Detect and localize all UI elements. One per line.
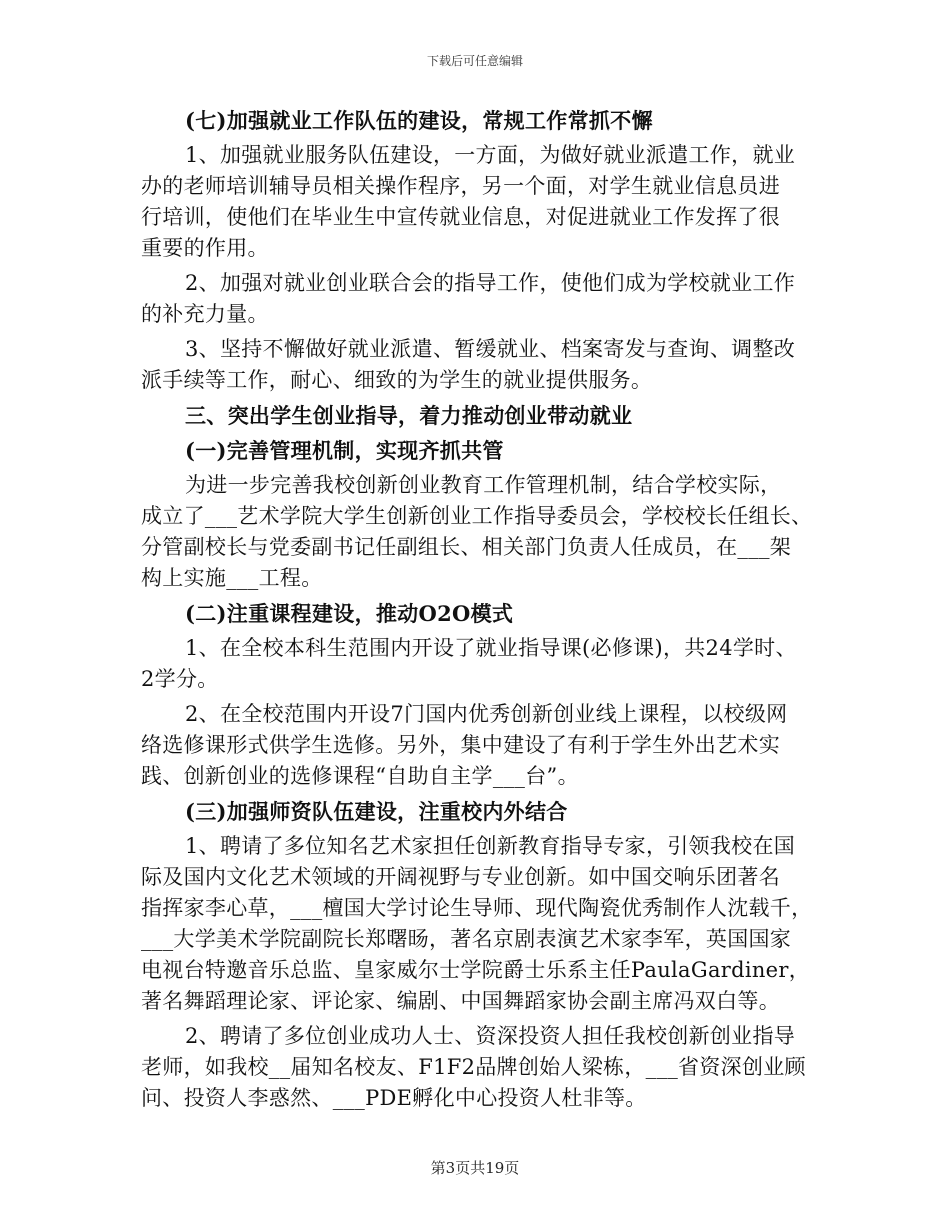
paragraph-line: 重要的作用。	[141, 236, 269, 260]
section-heading	[141, 105, 821, 136]
paragraph-line: 问、投资人李惑然、___PDE孵化中心投资人杜非等。	[141, 1086, 647, 1110]
paragraph-line: 分管副校长与党委副书记任副组长、相关部门负责人任成员，在___架	[141, 535, 792, 559]
paragraph-line: 老师，如我校__届知名校友、F1F2品牌创始人梁栋，___省资深创业顾	[141, 1055, 806, 1079]
body-paragraph	[141, 334, 821, 396]
paragraph-line: 为进一步完善我校创新创业教育工作管理机制，结合学校实际，	[185, 473, 782, 497]
section-heading	[141, 598, 821, 629]
body-paragraph	[141, 633, 821, 695]
heading-text: (三)加强师资队伍建设，注重校内外结合	[185, 799, 568, 824]
body-paragraph	[141, 831, 821, 1017]
paragraph-line: 电视台特邀音乐总监、皇家威尔士学院爵士乐系主任PaulaGardiner，	[141, 958, 811, 982]
paragraph-line: 行培训，使他们在毕业生中宣传就业信息，对促进就业工作发挥了很	[141, 205, 780, 229]
paragraph-line: 1、在全校本科生范围内开设了就业指导课(必修课)，共24学时、	[185, 636, 797, 660]
document-body	[141, 105, 821, 1114]
paragraph-line: 2、在全校范围内开设7门国内优秀创新创业线上课程，以校级网	[185, 702, 788, 726]
section-heading	[141, 400, 821, 431]
paragraph-line: 2、加强对就业创业联合会的指导工作，使他们成为学校就业工作	[185, 271, 796, 295]
body-paragraph	[141, 268, 821, 330]
body-paragraph	[141, 1021, 821, 1114]
paragraph-line: 3、坚持不懈做好就业派遣、暂缓就业、档案寄发与查询、调整改	[185, 337, 796, 361]
paragraph-line: 2学分。	[141, 667, 219, 691]
paragraph-line: ___大学美术学院副院长郑曙旸，著名京剧表演艺术家李军，英国国家	[141, 927, 792, 951]
paragraph-line: 的补充力量。	[141, 302, 269, 326]
paragraph-line: 构上实施___工程。	[141, 566, 323, 590]
paragraph-line: 1、加强就业服务队伍建设，一方面，为做好就业派遣工作，就业	[185, 143, 796, 167]
section-heading	[141, 435, 821, 466]
paragraph-line: 指挥家李心草，___檀国大学讨论生导师、现代陶瓷优秀制作人沈载千，	[141, 896, 813, 920]
paragraph-line: 成立了___艺术学院大学生创新创业工作指导委员会，学校校长任组长、	[141, 504, 813, 528]
paragraph-line: 络选修课形式供学生选修。另外，集中建设了有利于学生外出艺术实	[141, 733, 780, 757]
body-paragraph	[141, 140, 821, 264]
page-header: 下载后可任意编辑	[426, 54, 523, 68]
paragraph-line: 际及国内文化艺术领域的开阔视野与专业创新。如中国交响乐团著名	[141, 865, 780, 889]
paragraph-line: 著名舞蹈理论家、评论家、编剧、中国舞蹈家协会副主席冯双白等。	[141, 989, 780, 1013]
paragraph-line: 办的老师培训辅导员相关操作程序，另一个面，对学生就业信息员进	[141, 174, 780, 198]
section-heading	[141, 796, 821, 827]
paragraph-line: 1、聘请了多位知名艺术家担任创新教育指导专家，引领我校在国	[185, 834, 796, 858]
heading-text: (七)加强就业工作队伍的建设，常规工作常抓不懈	[185, 108, 653, 133]
body-paragraph	[141, 470, 821, 594]
paragraph-line: 践、创新创业的选修课程“自助自主学___台”。	[141, 764, 579, 788]
page-footer: 第3页共19页	[430, 1159, 520, 1177]
paragraph-line: 2、聘请了多位创业成功人士、资深投资人担任我校创新创业指导	[185, 1024, 796, 1048]
heading-text: (二)注重课程建设，推动O2O模式	[185, 601, 514, 626]
heading-text: (一)完善管理机制，实现齐抓共管	[185, 438, 504, 463]
heading-text: 三、突出学生创业指导，着力推动创业带动就业	[185, 403, 633, 428]
paragraph-line: 派手续等工作，耐心、细致的为学生的就业提供服务。	[141, 368, 653, 392]
body-paragraph	[141, 699, 821, 792]
